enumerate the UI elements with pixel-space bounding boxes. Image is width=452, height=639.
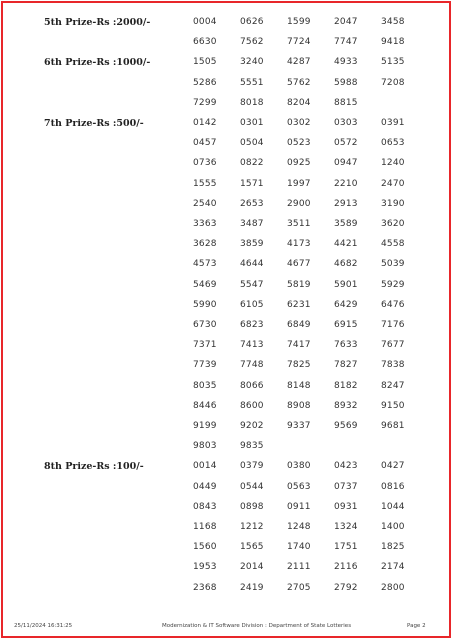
ticket-number: 0563 xyxy=(287,481,311,492)
ticket-number: 9835 xyxy=(240,441,264,452)
ticket-number: 3511 xyxy=(287,219,311,229)
ticket-number: 1168 xyxy=(193,521,217,532)
ticket-number: 8247 xyxy=(381,380,405,391)
ticket-number: 4287 xyxy=(287,57,311,68)
ticket-number: 7724 xyxy=(287,37,311,48)
ticket-number: 1953 xyxy=(193,562,217,573)
ticket-number: 0523 xyxy=(287,138,311,149)
ticket-number: 7827 xyxy=(334,360,358,371)
ticket-number: 7176 xyxy=(381,320,405,330)
ticket-number: 2047 xyxy=(334,17,358,27)
ticket-number: 9569 xyxy=(334,421,358,431)
ticket-number: 0380 xyxy=(287,461,311,472)
ticket-number: 2014 xyxy=(240,562,264,573)
ticket-number: 2913 xyxy=(334,198,358,209)
ticket-number: 7825 xyxy=(287,360,311,371)
ticket-number: 2174 xyxy=(381,562,405,573)
ticket-number: 0142 xyxy=(193,118,217,128)
ticket-row xyxy=(0,118,452,138)
ticket-number: 9681 xyxy=(381,421,405,431)
ticket-number: 2792 xyxy=(334,582,358,593)
ticket-number: 2653 xyxy=(240,198,264,209)
ticket-number: 4421 xyxy=(334,239,358,250)
ticket-number: 8018 xyxy=(240,97,264,108)
ticket-number: 4644 xyxy=(240,259,264,270)
ticket-number: 6730 xyxy=(193,320,217,330)
ticket-number: 4677 xyxy=(287,259,311,270)
ticket-number: 8066 xyxy=(240,380,264,391)
ticket-number: 1240 xyxy=(381,158,405,169)
ticket-number: 1044 xyxy=(381,501,405,512)
ticket-number: 3628 xyxy=(193,239,217,250)
ticket-number: 8908 xyxy=(287,400,311,411)
ticket-number: 0014 xyxy=(193,461,217,472)
ticket-number: 1825 xyxy=(381,542,405,553)
ticket-number: 1555 xyxy=(193,178,217,189)
ticket-number: 7677 xyxy=(381,340,405,351)
ticket-number: 8600 xyxy=(240,400,264,411)
ticket-number: 3859 xyxy=(240,239,264,250)
ticket-number: 2116 xyxy=(334,562,358,573)
ticket-number: 8932 xyxy=(334,400,358,411)
ticket-number: 0302 xyxy=(287,118,311,128)
ticket-number: 9337 xyxy=(287,421,311,431)
ticket-row xyxy=(0,482,452,502)
ticket-number: 4558 xyxy=(381,239,405,250)
ticket-row xyxy=(0,340,452,360)
ticket-row xyxy=(0,300,452,320)
ticket-number: 5929 xyxy=(381,279,405,290)
ticket-row xyxy=(0,583,452,603)
prize-label: 5th Prize-Rs :2000/- xyxy=(44,17,151,28)
footer-timestamp: 25/11/2024 16:31:25 xyxy=(14,623,73,629)
ticket-number: 5990 xyxy=(193,299,217,310)
ticket-number: 0544 xyxy=(240,481,264,492)
ticket-number: 3240 xyxy=(240,57,264,68)
ticket-row xyxy=(0,179,452,199)
ticket-number: 5039 xyxy=(381,259,405,270)
ticket-number: 3487 xyxy=(240,219,264,229)
ticket-row xyxy=(0,421,452,441)
ticket-number: 0736 xyxy=(193,158,217,169)
ticket-number: 2705 xyxy=(287,582,311,593)
ticket-number: 1565 xyxy=(240,542,264,553)
ticket-number: 1212 xyxy=(240,521,264,532)
ticket-row xyxy=(0,381,452,401)
footer-page-number: Page 2 xyxy=(407,623,426,629)
ticket-row xyxy=(0,239,452,259)
ticket-number: 7417 xyxy=(287,340,311,351)
ticket-row xyxy=(0,158,452,178)
ticket-number: 5286 xyxy=(193,77,217,88)
ticket-number: 9418 xyxy=(381,37,405,48)
ticket-number: 7748 xyxy=(240,360,264,371)
ticket-number: 9202 xyxy=(240,421,264,431)
ticket-row xyxy=(0,542,452,562)
ticket-number: 1400 xyxy=(381,521,405,532)
ticket-number: 3589 xyxy=(334,219,358,229)
ticket-row xyxy=(0,78,452,98)
ticket-number: 7208 xyxy=(381,77,405,88)
ticket-number: 6630 xyxy=(193,37,217,48)
ticket-row xyxy=(0,219,452,239)
ticket-number: 2111 xyxy=(287,562,311,573)
ticket-number: 9803 xyxy=(193,441,217,452)
ticket-number: 0816 xyxy=(381,481,405,492)
ticket-number: 0822 xyxy=(240,158,264,169)
ticket-number: 7739 xyxy=(193,360,217,371)
ticket-number: 9150 xyxy=(381,400,405,411)
ticket-number: 4933 xyxy=(334,57,358,68)
ticket-number: 5762 xyxy=(287,77,311,88)
ticket-row xyxy=(0,461,452,481)
ticket-row xyxy=(0,522,452,542)
ticket-row xyxy=(0,259,452,279)
ticket-number: 7299 xyxy=(193,97,217,108)
ticket-number: 9199 xyxy=(193,421,217,431)
ticket-number: 4173 xyxy=(287,239,311,250)
ticket-number: 0449 xyxy=(193,481,217,492)
ticket-number: 5547 xyxy=(240,279,264,290)
prize-label: 7th Prize-Rs :500/- xyxy=(44,118,144,129)
ticket-number: 7838 xyxy=(381,360,405,371)
ticket-number: 1560 xyxy=(193,542,217,553)
ticket-number: 0925 xyxy=(287,158,311,169)
ticket-number: 5135 xyxy=(381,57,405,68)
ticket-number: 3363 xyxy=(193,219,217,229)
ticket-number: 6915 xyxy=(334,320,358,330)
ticket-number: 0931 xyxy=(334,501,358,512)
ticket-row xyxy=(0,37,452,57)
ticket-number: 2900 xyxy=(287,198,311,209)
ticket-number: 2419 xyxy=(240,582,264,593)
ticket-number: 7633 xyxy=(334,340,358,351)
ticket-row xyxy=(0,441,452,461)
ticket-number: 3620 xyxy=(381,219,405,229)
ticket-number: 7371 xyxy=(193,340,217,351)
ticket-row xyxy=(0,17,452,37)
prize-label: 6th Prize-Rs :1000/- xyxy=(44,57,151,69)
ticket-number: 2470 xyxy=(381,178,405,189)
ticket-row xyxy=(0,199,452,219)
ticket-number: 5988 xyxy=(334,77,358,88)
ticket-row xyxy=(0,320,452,340)
ticket-number: 0427 xyxy=(381,461,405,472)
ticket-number: 2210 xyxy=(334,178,358,189)
ticket-number: 7413 xyxy=(240,340,264,351)
ticket-number: 3190 xyxy=(381,198,405,209)
ticket-row xyxy=(0,401,452,421)
ticket-number: 6105 xyxy=(240,299,264,310)
page-footer xyxy=(0,623,452,633)
ticket-number: 0653 xyxy=(381,138,405,149)
ticket-number: 0898 xyxy=(240,501,264,512)
ticket-number: 5819 xyxy=(287,279,311,290)
ticket-number: 0504 xyxy=(240,138,264,149)
ticket-number: 7747 xyxy=(334,37,358,48)
ticket-number: 6849 xyxy=(287,320,311,330)
ticket-number: 8815 xyxy=(334,97,358,108)
ticket-number: 1324 xyxy=(334,521,358,532)
ticket-number: 5469 xyxy=(193,279,217,290)
ticket-number: 3458 xyxy=(381,17,405,27)
ticket-number: 6823 xyxy=(240,320,264,330)
ticket-row xyxy=(0,360,452,380)
ticket-number: 1248 xyxy=(287,521,311,532)
ticket-number: 6231 xyxy=(287,299,311,310)
ticket-number: 1599 xyxy=(287,17,311,27)
ticket-number: 8446 xyxy=(193,400,217,411)
ticket-number: 0457 xyxy=(193,138,217,149)
ticket-number: 6429 xyxy=(334,299,358,310)
ticket-number: 0911 xyxy=(287,501,311,512)
ticket-row xyxy=(0,57,452,77)
ticket-number: 1740 xyxy=(287,542,311,553)
ticket-number: 1997 xyxy=(287,178,311,189)
ticket-row xyxy=(0,562,452,582)
ticket-number: 5901 xyxy=(334,279,358,290)
ticket-number: 0004 xyxy=(193,17,217,27)
ticket-number: 8182 xyxy=(334,380,358,391)
ticket-row xyxy=(0,138,452,158)
ticket-row xyxy=(0,280,452,300)
ticket-number: 1751 xyxy=(334,542,358,553)
ticket-number: 8035 xyxy=(193,380,217,391)
ticket-number: 2368 xyxy=(193,582,217,593)
footer-division: Modernization & IT Software Division : Department of State Lotteries xyxy=(162,623,352,629)
ticket-number: 6476 xyxy=(381,299,405,310)
ticket-number: 0303 xyxy=(334,118,358,128)
ticket-number: 0947 xyxy=(334,158,358,169)
ticket-number: 0843 xyxy=(193,501,217,512)
ticket-number: 0423 xyxy=(334,461,358,472)
ticket-number: 0737 xyxy=(334,481,358,492)
ticket-number: 4682 xyxy=(334,259,358,270)
ticket-number: 1505 xyxy=(193,57,217,68)
ticket-number: 0379 xyxy=(240,461,264,472)
ticket-number: 4573 xyxy=(193,259,217,270)
ticket-row xyxy=(0,98,452,118)
ticket-number: 8204 xyxy=(287,97,311,108)
ticket-number: 1571 xyxy=(240,178,264,189)
ticket-number: 2540 xyxy=(193,198,217,209)
prize-label: 8th Prize-Rs :100/- xyxy=(44,461,144,473)
ticket-number: 5551 xyxy=(240,77,264,88)
ticket-number: 0626 xyxy=(240,17,264,27)
ticket-number: 7562 xyxy=(240,37,264,48)
ticket-number: 0391 xyxy=(381,118,405,128)
ticket-row xyxy=(0,502,452,522)
ticket-number: 2800 xyxy=(381,582,405,593)
ticket-number: 8148 xyxy=(287,380,311,391)
ticket-number: 0301 xyxy=(240,118,264,128)
ticket-number: 0572 xyxy=(334,138,358,149)
